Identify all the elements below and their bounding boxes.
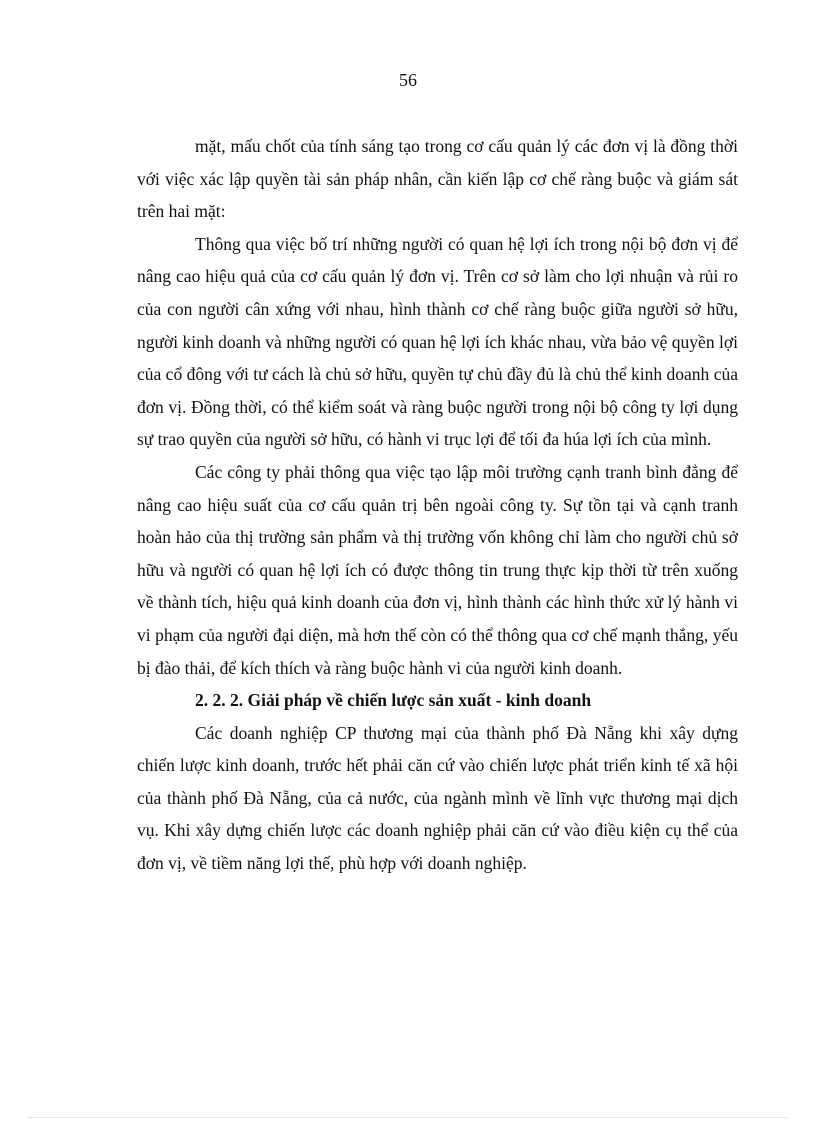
document-body (137, 130, 738, 880)
paragraph-business-strategy: Các doanh nghiệp CP thương mại của thành phố Đà Nẵng khi xây dựng chiến lược kinh doanh, trước hết phải căn cứ vào chiến lược phát triển kinh tế xã hội của thành phố Đà Nẵng, của cả nước, của ngành mình về lĩnh vực thương mại dịch vụ. Khi xây dựng chiến lược các doanh nghiệp phải căn cứ vào điều kiện cụ thể của đơn vị, về tiềm năng lợi thế, phù hợp với doanh nghiệp. (137, 722, 738, 874)
section-heading: 2. 2. 2. Giải pháp về chiến lược sản xuất - kinh doanh (195, 690, 592, 711)
paragraph-continuation: mặt, mấu chốt của tính sáng tạo trong cơ cấu quản lý các đơn vị là đồng thời với việc xác lập quyền tài sản pháp nhân, cần kiến lập cơ chế ràng buộc và giám sát trên hai mặt: (137, 136, 738, 222)
paragraph-internal-relations: Thông qua việc bố trí những người có quan hệ lợi ích trong nội bộ đơn vị để nâng cao hiệu quả của cơ cấu quản lý đơn vị. Trên cơ sở làm cho lợi nhuận và rủi ro của con người cân xứng với nhau, hình thành cơ chế ràng buộc giữa người sở hữu, người kinh doanh và những người có quan hệ lợi ích khác nhau, vừa bảo vệ quyền lợi của cổ đông với tư cách là chủ sở hữu, quyền tự chủ đầy đủ là chủ thể kinh doanh của đơn vị. Đồng thời, có thể kiểm soát và ràng buộc người trong nội bộ công ty lợi dụng sự trao quyền của người sở hữu, có hành vi trục lợi để tối đa húa lợi ích của mình. (137, 233, 738, 450)
page-number: 56 (399, 70, 417, 90)
paragraph-competitive-environment: Các công ty phải thông qua việc tạo lập môi trường cạnh tranh bình đẳng để nâng cao hiệu suất của cơ cấu quản trị bên ngoài công ty. Sự tồn tại và cạnh tranh hoàn hảo của thị trường sản phẩm và thị trường vốn không chỉ làm cho người chủ sở hữu và người có quan hệ lợi ích có được thông tin trung thực kịp thời từ trên xuống về thành tích, hiệu quả kinh doanh của đơn vị, hình thành các hình thức xử lý hành vi vi phạm của người đại diện, mà hơn thế còn có thể thông qua cơ chế mạnh thắng, yếu bị đào thải, để kích thích và ràng buộc hành vi của người kinh doanh. (137, 461, 738, 678)
page-bottom-divider (28, 1117, 788, 1118)
